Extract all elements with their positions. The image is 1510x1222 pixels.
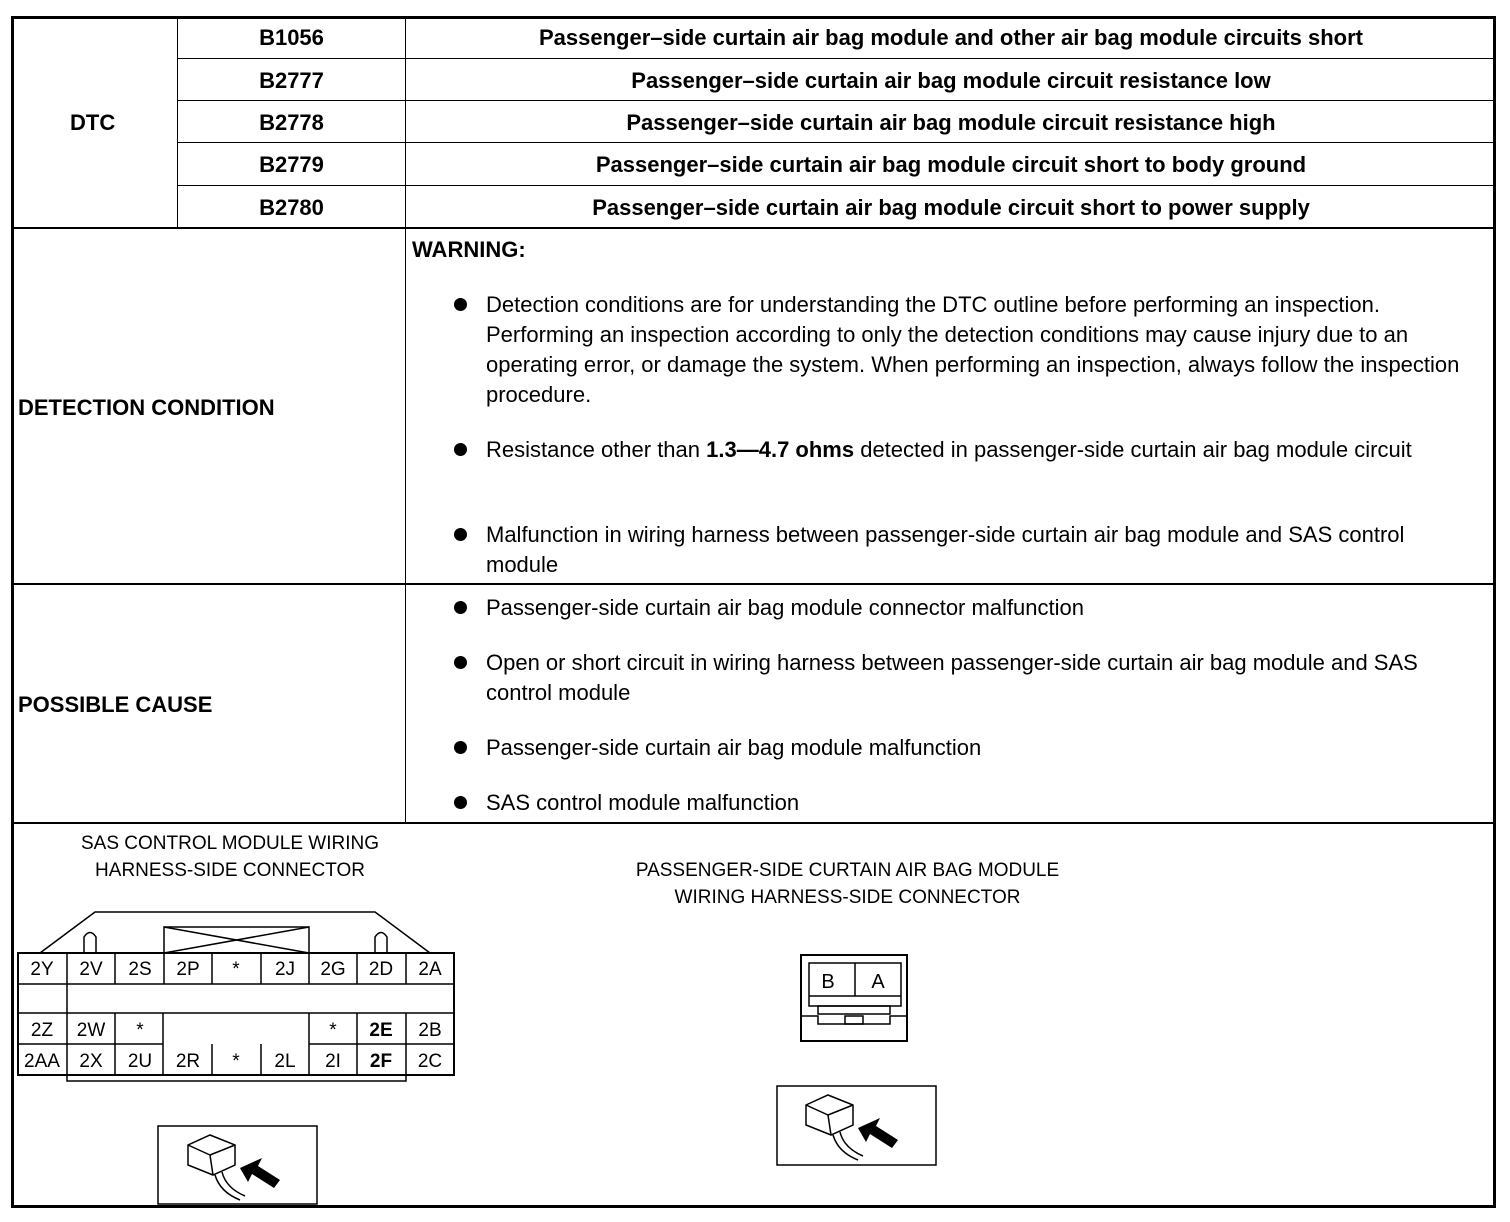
pin-label: 2B bbox=[418, 1020, 442, 1041]
pin-label: 2I bbox=[325, 1051, 341, 1072]
pin-label: 2G bbox=[320, 959, 346, 980]
resistance-value: 1.3—4.7 ohms bbox=[706, 437, 855, 462]
pin-label: * bbox=[329, 1020, 337, 1041]
pin-label: 2X bbox=[79, 1051, 103, 1072]
detection-item: Malfunction in wiring harness between passenger-side curtain air bag module and SAS control module bbox=[486, 522, 1405, 577]
pin-label: * bbox=[232, 959, 240, 980]
airbag-connector-diagram bbox=[801, 955, 907, 1041]
airbag-connector-title-line: PASSENGER-SIDE CURTAIN AIR BAG MODULE bbox=[635, 860, 1060, 881]
sas-connector-title-line: SAS CONTROL MODULE WIRING bbox=[80, 833, 380, 854]
harness-side-icon bbox=[777, 1086, 936, 1165]
pin-label: 2V bbox=[79, 959, 103, 980]
pin-label: 2S bbox=[128, 959, 152, 980]
detection-item: Detection conditions are for understanding the DTC outline before performing an inspection. Performing an inspection according to only the detection conditions may cause injury due to an operating error, or damage the system. When performing an inspection, always follow the inspection procedure. bbox=[486, 292, 1460, 407]
pin-label: 2D bbox=[368, 959, 394, 980]
detection-item-text: Resistance other than bbox=[486, 437, 707, 462]
pin-label: 2R bbox=[175, 1051, 201, 1072]
dtc-code: B2780 bbox=[259, 195, 324, 220]
pin-label: * bbox=[136, 1020, 144, 1041]
dtc-label: DTC bbox=[70, 110, 116, 135]
dtc-code: B2778 bbox=[259, 110, 324, 135]
harness-side-icon bbox=[158, 1126, 317, 1204]
pin-label: 2J bbox=[274, 959, 296, 980]
dtc-description: Passenger–side curtain air bag module circuit short to power supply bbox=[592, 195, 1310, 220]
dtc-description: Passenger–side curtain air bag module circuit short to body ground bbox=[595, 152, 1307, 177]
dtc-description: Passenger–side curtain air bag module circuit resistance low bbox=[631, 68, 1271, 93]
detection-item-text: detected in passenger-side curtain air bag module circuit bbox=[854, 437, 1412, 462]
dtc-description: Passenger–side curtain air bag module circuit resistance high bbox=[626, 110, 1276, 135]
pin-label: 2E bbox=[369, 1020, 393, 1041]
airbag-connector-title bbox=[590, 857, 1105, 911]
pin-label: 2Z bbox=[30, 1020, 54, 1041]
dtc-code: B2777 bbox=[259, 68, 324, 93]
pin-label: B bbox=[821, 971, 835, 993]
pin-label: * bbox=[232, 1051, 240, 1072]
detection-condition-label: DETECTION CONDITION bbox=[18, 395, 275, 420]
pin-label: 2A bbox=[418, 959, 442, 980]
airbag-connector-title-line: WIRING HARNESS-SIDE CONNECTOR bbox=[674, 887, 1021, 908]
warning-heading: WARNING: bbox=[412, 237, 526, 262]
pin-label: 2L bbox=[274, 1051, 296, 1072]
pin-label: A bbox=[871, 971, 885, 993]
possible-cause-label: POSSIBLE CAUSE bbox=[18, 692, 213, 717]
dtc-code: B1056 bbox=[259, 25, 324, 50]
cause-item: Open or short circuit in wiring harness between passenger-side curtain air bag module and SAS control module bbox=[486, 650, 1418, 705]
cause-item: Passenger-side curtain air bag module connector malfunction bbox=[486, 595, 1084, 620]
pin-label: 2AA bbox=[24, 1051, 60, 1072]
pin-label: 2Y bbox=[30, 959, 54, 980]
pin-label: 2F bbox=[369, 1051, 393, 1072]
dtc-description: Passenger–side curtain air bag module and other air bag module circuits short bbox=[539, 25, 1363, 50]
sas-connector-title-line: HARNESS-SIDE CONNECTOR bbox=[95, 860, 365, 881]
cause-item: Passenger-side curtain air bag module malfunction bbox=[486, 735, 982, 760]
pin-label: 2C bbox=[417, 1051, 443, 1072]
pin-label: 2U bbox=[127, 1051, 153, 1072]
pin-label: 2W bbox=[76, 1020, 106, 1041]
dtc-code: B2779 bbox=[259, 152, 324, 177]
pin-label: 2P bbox=[176, 959, 200, 980]
cause-item: SAS control module malfunction bbox=[486, 790, 800, 815]
